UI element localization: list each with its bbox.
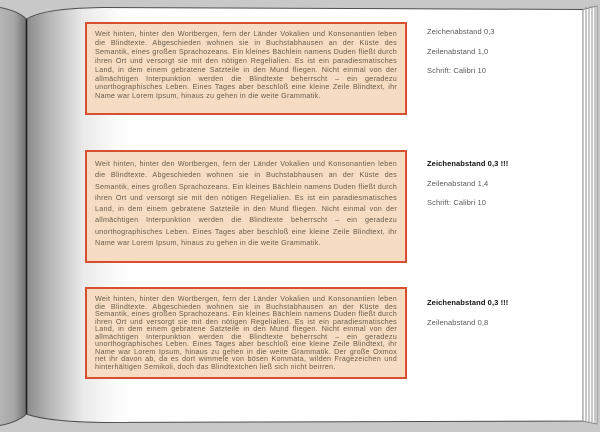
- annotation-block-3: [427, 298, 508, 337]
- annotation-char-spacing-3: Zeichenabstand 0,3 !!!: [427, 298, 509, 307]
- sample-text-2: Weit hinten, hinter den Wortbergen, fern der Länder Vokalien und Konsonantien leben die Blindtexte. Abgeschieden wohnen sie in Buchstabhausen an der Küste des Semantik, eines großen Sprachozeans. Ein kleines Bächlein namens Duden fließt durch ihren Ort und versorgt sie mit den nötigen Regelialien. Es ist ein paradiesmatisches Land, in dem einem gebratene Satzteile in den Mund fliegen. Nicht einmal von der allmächtigen Interpunktion werden die Blindtexte beherrscht – ein geradezu unorthographisches Leben. Eines Tages aber beschloß eine kleine Zeile Blindtext, ihr Name war Lorem Ipsum, hinaus zu gehen in die weite Grammatik.: [95, 159, 397, 248]
- annotation-line-spacing-1: Zeilenabstand 1,0: [427, 46, 489, 56]
- annotation-line-spacing-2: Zeilenabstand 1,4: [427, 178, 489, 188]
- annotation-font-1: Schrift: Calibri 10: [427, 66, 487, 75]
- text-sample-box-spacing-1-0: [85, 22, 407, 115]
- annotation-block-2: [427, 159, 508, 218]
- book-left-page: [0, 7, 27, 426]
- annotation-line-spacing-3: Zeilenabstand 0,8: [427, 317, 489, 327]
- book-page-edges: [583, 6, 597, 424]
- sample-text-1: Weit hinten, hinter den Wortbergen, fern der Länder Vokalien und Konsonantien leben die Blindtexte. Abgeschieden wohnen sie in Buchstabhausen an der Küste des Semantik, eines großen Sprachozeans. Ein kleines Bächlein namens Duden fließt durch ihren Ort und versorgt sie mit den nötigen Regelialien. Es ist ein paradiesmatisches Land, in dem einem gebratene Satzteile in den Mund fliegen. Nicht einmal von der allmächtigen Interpunktion werden die Blindtexte beherrscht – ein geradezu unorthographisches Leben. Eines Tages aber beschloß eine kleine Zeile Blindtext, ihr Name war Lorem Ipsum, hinaus zu gehen in die weite Grammatik.: [95, 29, 397, 101]
- annotation-block-1: [427, 27, 495, 86]
- annotation-font-2: Schrift: Calibri 10: [427, 198, 487, 207]
- annotation-char-spacing-2: Zeichenabstand 0,3 !!!: [427, 159, 509, 168]
- text-sample-box-spacing-0-8: [85, 287, 407, 379]
- text-sample-box-spacing-1-4: [85, 150, 407, 263]
- annotation-char-spacing-1: Zeichenabstand 0,3: [427, 27, 495, 36]
- sample-text-3: Weit hinten, hinter den Wortbergen, fern der Länder Vokalien und Konsonantien leben die Blindtexte. Abgeschieden wohnen sie in Buchstabhausen an der Küste des Semantik, eines großen Sprachozeans. Ein kleines Bächlein namens Duden fließt durch ihren Ort und versorgt sie mit den nötigen Regelialien. Es ist ein paradiesmatisches Land, in dem einem gebratene Satzteile in den Mund fliegen. Nicht einmal von der allmächtigen Interpunktion werden die Blindtexte beherrscht – ein geradezu unorthographisches Leben. Eines Tages aber beschloß eine kleine Zeile Blindtext, ihr Name war Lorem Ipsum, hinaus zu gehen in die weite Grammatik. Der große Oxmox riet ihr davon ab, da es dort wimmele von bösen Kommata, wilden Fragezeichen und hinterhältigen Semikoli, doch das Blindtextchen ließ sich nicht beirren.: [95, 294, 397, 371]
